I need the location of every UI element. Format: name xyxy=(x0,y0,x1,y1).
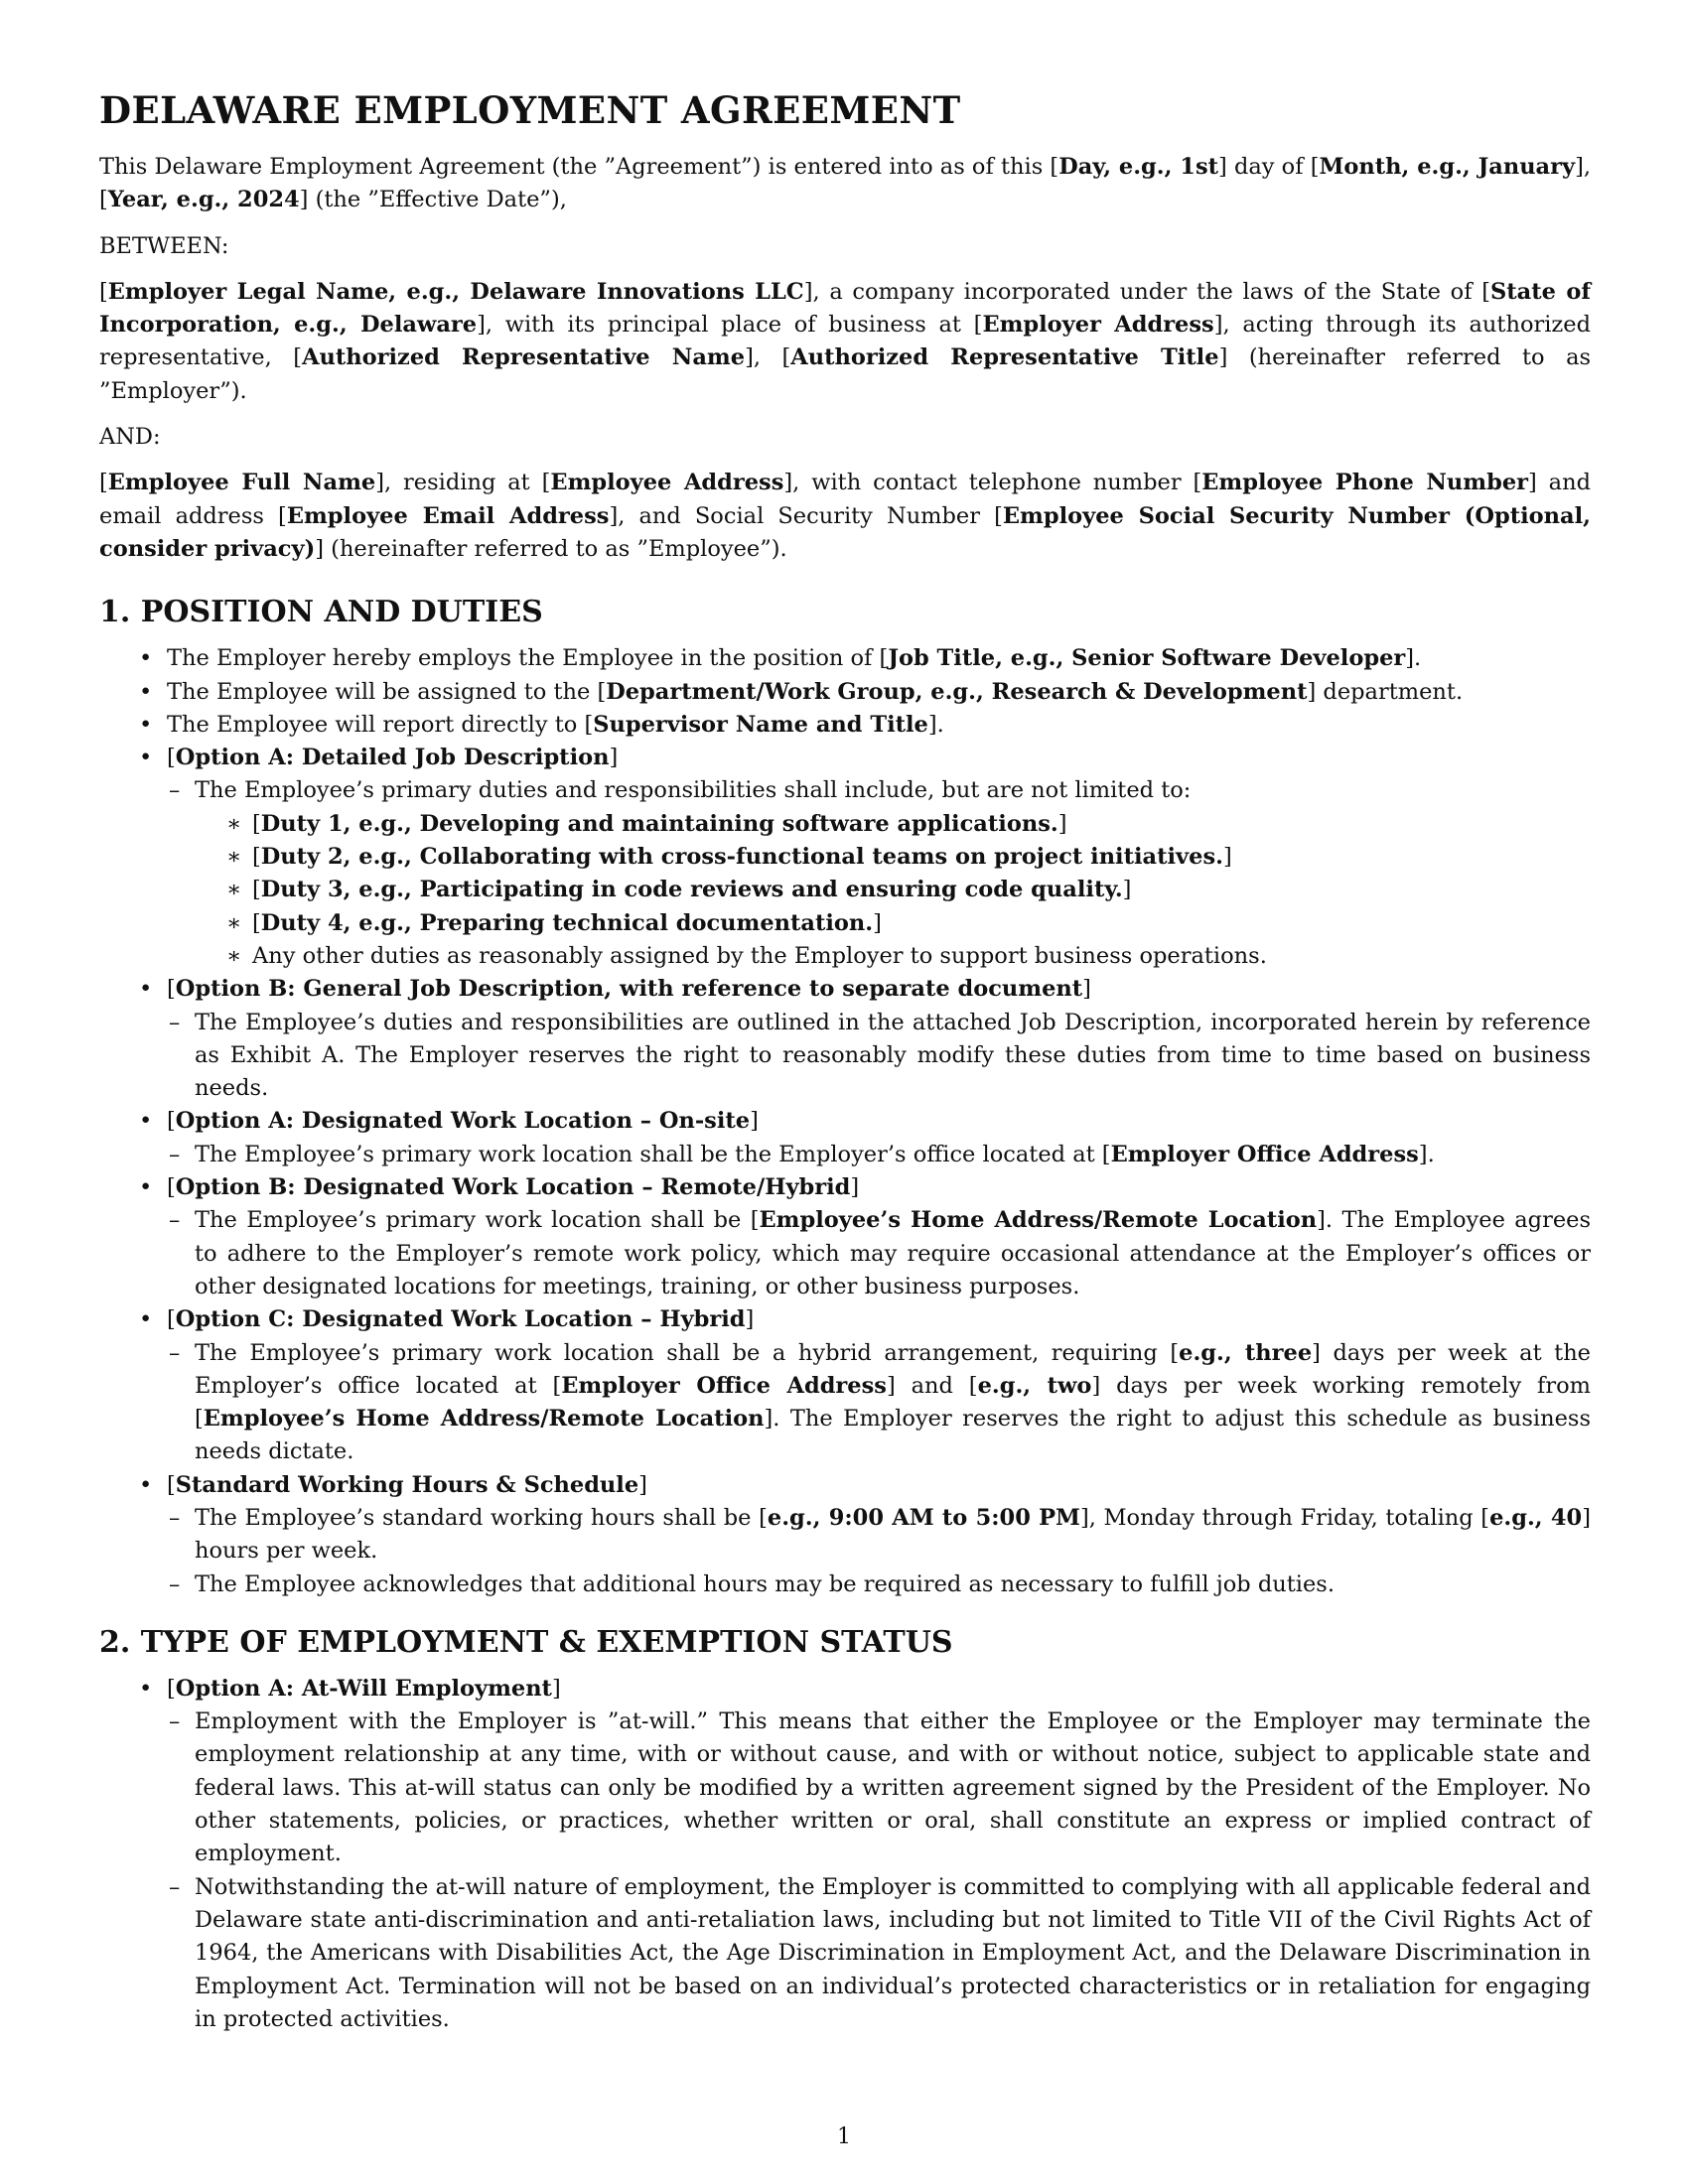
list-item: • The Employee will report directly to [Supervisor Name and Title]. xyxy=(139,711,944,738)
intro-paragraph: This Delaware Employment Agreement (the ”Agreement”) is entered into as of this [Day, e.g., 1st] day of [Month, e.g., January], [Year, e.g., 2024] (the ”Effective Date”), xyxy=(99,154,1591,213)
employee-paragraph: [Employee Full Name], residing at [Employee Address], with contact telephone number [Employee Phone Number] and email address [Employee Email Address], and Social Security Number [Employee Social Security Number (Optional, consider privacy)] (hereinafter referred to as ”Employee”). xyxy=(99,470,1591,562)
section-2-heading: 2. TYPE OF EMPLOYMENT & EXEMPTION STATUS xyxy=(99,1624,953,1660)
section-2-list xyxy=(99,1673,1591,2036)
sub-item: – The Employee’s primary work location shall be a hybrid arrangement, requiring [e.g., three] days per week at the Employer’s office located at [Employer Office Address] and [e.g., two] days per week working remotely from [Employee’s Home Address/Remote Location]. The Employer reserves the right to adjust this schedule as business needs dictate. xyxy=(169,1339,1592,1465)
sub-item: – The Employee’s duties and responsibilities are outlined in the attached Job Description, incorporated herein by reference as Exhibit A. The Employer reserves the right to reasonably modify these duties from time to time based on business needs. xyxy=(169,1009,1591,1102)
duty-item: ∗ [Duty 1, e.g., Developing and maintaining software applications.] xyxy=(226,810,1067,837)
document-page xyxy=(99,87,1591,2036)
option-b-job-description: • [Option B: General Job Description, with reference to separate document] xyxy=(139,976,1091,1003)
page-number: 1 xyxy=(837,2124,851,2149)
duty-item: ∗ [Duty 2, e.g., Collaborating with cross-functional teams on project initiatives.] xyxy=(226,844,1232,871)
list-item: • The Employer hereby employs the Employee in the position of [Job Title, e.g., Senior Software Developer]. xyxy=(139,645,1422,672)
option-b-work-location: • [Option B: Designated Work Location – Remote/Hybrid] xyxy=(139,1174,860,1201)
standard-working-hours: • [Standard Working Hours & Schedule] xyxy=(139,1471,647,1498)
sub-item: – The Employee’s primary work location shall be the Employer’s office located at [Employer Office Address]. xyxy=(169,1141,1435,1167)
section-1-heading: 1. POSITION AND DUTIES xyxy=(99,595,543,630)
sub-item: – The Employee’s primary duties and responsibilities shall include, but are not limited to: xyxy=(169,777,1192,804)
option-a-job-description: • [Option A: Detailed Job Description] xyxy=(139,745,619,771)
sub-item: – Notwithstanding the at-will nature of employment, the Employer is committed to complying with all applicable federal and Delaware state anti-discrimination and anti-retaliation laws, including but not limited to Title VII of the Civil Rights Act of 1964, the Americans with Disabilities Act, the Age Discrimination in Employment Act, and the Delaware Discrimination in Employment Act. Termination will not be based on an individual’s protected characteristics or in retaliation for engaging in protected activities. xyxy=(169,1873,1591,2032)
option-a-work-location: • [Option A: Designated Work Location – On-site] xyxy=(139,1108,759,1135)
sub-item: – The Employee’s primary work location shall be [Employee’s Home Address/Remote Location]. The Employee agrees to adhere to the Employer’s remote work policy, which may require occasional attendance at the Employer’s offices or other designated locations for meetings, training, or other business purposes. xyxy=(169,1207,1592,1299)
document-title: DELAWARE EMPLOYMENT AGREEMENT xyxy=(99,88,961,132)
duty-item: ∗ [Duty 4, e.g., Preparing technical documentation.] xyxy=(226,909,882,936)
sub-item: – The Employee’s standard working hours shall be [e.g., 9:00 AM to 5:00 PM], Monday through Friday, totaling [e.g., 40] hours per week. xyxy=(169,1504,1591,1565)
section-1-list xyxy=(99,642,1591,1601)
option-c-work-location: • [Option C: Designated Work Location – Hybrid] xyxy=(139,1306,755,1333)
duty-item: ∗ [Duty 3, e.g., Participating in code reviews and ensuring code quality.] xyxy=(226,877,1132,903)
employer-paragraph: [Employer Legal Name, e.g., Delaware Innovations LLC], a company incorporated under the laws of the State of [State of Incorporation, e.g., Delaware], with its principal place of business at [Employer Address], acting through its authorized representative, [Authorized Representative Name], [Authorized Representative Title] (hereinafter referred to as ”Employer”). xyxy=(99,278,1592,404)
and-label: AND: xyxy=(99,424,161,451)
between-label: BETWEEN: xyxy=(99,232,229,259)
sub-item: – Employment with the Employer is ”at-will.” This means that either the Employee or the Employer may terminate the employment relationship at any time, with or without cause, and with or without notice, subject to applicable state and federal laws. This at-will status can only be modified by a written agreement signed by the President of the Employer. No other statements, policies, or practices, whether written or oral, shall constitute an express or implied contract of employment. xyxy=(169,1708,1591,1867)
sub-item: – The Employee acknowledges that additional hours may be required as necessary to fulfill job duties. xyxy=(169,1570,1335,1597)
option-a-at-will: • [Option A: At-Will Employment] xyxy=(139,1675,561,1702)
duty-item: ∗ Any other duties as reasonably assigned by the Employer to support business operations. xyxy=(226,942,1267,969)
list-item: • The Employee will be assigned to the [Department/Work Group, e.g., Research & Development] department. xyxy=(139,678,1464,705)
